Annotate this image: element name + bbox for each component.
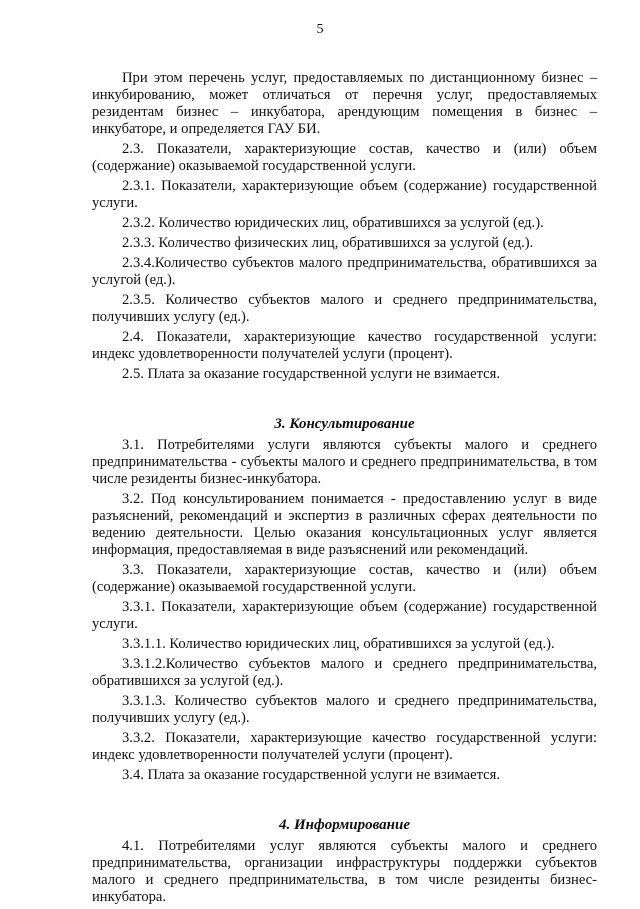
paragraph: 2.3.3. Количество физических лиц, обратившихся за услугой (ед.). [122,235,534,251]
paragraph: 4.1. Потребителями услуг являются субъекты малого и среднего предпринимательства, организации инфраструктуры поддержки субъектов малого и среднего предпринимательства, в том числе резиденты бизнес-инкубатора. [92,838,597,905]
paragraph: 3.3.2. Показатели, характеризующие качество государственной услуги: индекс удовлетворенности получателей услуги (процент). [92,730,597,763]
section-4 [92,817,597,909]
paragraph: 3.3.1.3. Количество субъектов малого и среднего предпринимательства, получивших услугу (ед.). [92,693,597,726]
paragraph: 2.4. Показатели, характеризующие качество государственной услуги: индекс удовлетворенности получателей услуги (процент). [92,329,597,362]
paragraph: 3.4. Плата за оказание государственной услуги не взимается. [122,767,501,783]
paragraph: 2.3.5. Количество субъектов малого и среднего предпринимательства, получивших услугу (ед.). [92,292,597,325]
paragraph: 3.3.1.1. Количество юридических лиц, обратившихся за услугой (ед.). [122,636,555,652]
section-gap [92,386,597,416]
paragraph: 2.3. Показатели, характеризующие состав, качество и (или) объем (содержание) оказываемой государственной услуги. [92,141,597,174]
page-number: 5 [316,22,324,37]
paragraph: 3.2. Под консультированием понимается - предоставлению услуг в виде разъяснений, рекомендаций и экспертиз в различных сферах деятельности по ведению деятельности. Целью оказания консультационных услуг является информация, предоставляемая в виде разъяснений или рекомендаций. [92,491,597,558]
paragraph: 3.3. Показатели, характеризующие состав, качество и (или) объем (содержание) оказываемой государственной услуги. [92,562,597,595]
section-heading: 3. Консультирование [274,416,415,432]
paragraph: 2.3.1. Показатели, характеризующие объем (содержание) государственной услуги. [92,178,597,211]
paragraph: 3.1. Потребителями услуги являются субъекты малого и среднего предпринимательства - субъекты малого и среднего предпринимательства, в том числе резиденты бизнес-инкубатора. [92,437,597,487]
paragraph: 2.3.4.Количество субъектов малого предпринимательства, обратившихся за услугой (ед.). [92,255,597,288]
page-content [92,70,597,909]
paragraph: 3.3.1. Показатели, характеризующие объем (содержание) государственной услуги. [92,599,597,632]
section-2-continuation [92,70,597,386]
section-heading: 4. Информирование [278,817,411,833]
section-gap [92,787,597,817]
paragraph: 2.5. Плата за оказание государственной услуги не взимается. [122,366,501,382]
paragraph: 3.3.1.2.Количество субъектов малого и среднего предпринимательства, обратившихся за услугой (ед.). [92,656,597,689]
section-3 [92,416,597,787]
paragraph: 2.3.2. Количество юридических лиц, обратившихся за услугой (ед.). [122,215,544,231]
paragraph: При этом перечень услуг, предоставляемых по дистанционному бизнес – инкубированию, может отличаться от перечня услуг, предоставляемых резидентам бизнес – инкубатора, арендующим помещения в бизнес – инкубаторе, и определяется ГАУ БИ. [92,70,597,137]
